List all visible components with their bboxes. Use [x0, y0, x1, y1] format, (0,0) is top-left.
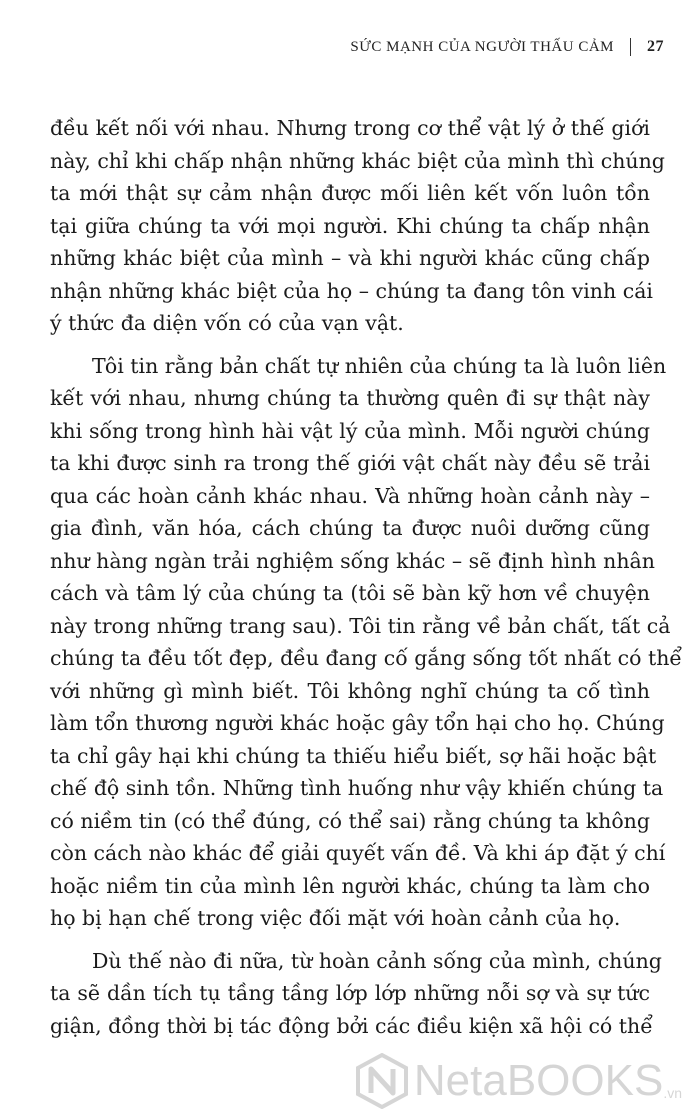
watermark-brand: NetaBOOKS	[413, 1056, 664, 1105]
running-header	[350, 38, 664, 56]
text-line: có niềm tin (có thể đúng, có thể sai) rằng chúng ta không	[50, 808, 650, 833]
text-line: như hàng ngàn trải nghiệm sống khác – sẽ định hình nhân	[50, 548, 655, 573]
paragraph	[50, 112, 665, 340]
text-line: nhận những khác biệt của họ – chúng ta đang tôn vinh cái	[50, 278, 653, 303]
text-line: ta mới thật sự cảm nhận được mối liên kết vốn luôn tồn	[50, 181, 650, 205]
body-text	[50, 112, 683, 1042]
book-title: SỨC MẠNH CỦA NGƯỜI THẤU CẢM	[350, 38, 614, 55]
text-line: kết với nhau, nhưng chúng ta thường quên đi sự thật này	[50, 386, 650, 410]
text-line: chế độ sinh tồn. Những tình huống như vậy khiến chúng ta	[50, 776, 664, 800]
watermark	[356, 1053, 682, 1109]
text-line: này trong những trang sau). Tôi tin rằng về bản chất, tất cả	[50, 613, 671, 638]
text-line: họ bị hạn chế trong việc đối mặt với hoàn cảnh của họ.	[50, 906, 621, 930]
text-line: ta sẽ dần tích tụ tầng tầng lớp lớp những nỗi sợ và sự tức	[50, 981, 650, 1005]
paragraph	[50, 945, 662, 1043]
text-line: ta chỉ gây hại khi chúng ta thiếu hiểu biết, sợ hãi hoặc bật	[50, 743, 657, 768]
text-line: những khác biệt của mình – và khi người khác cũng chấp	[50, 246, 650, 270]
paragraph-gap	[50, 935, 650, 945]
text-line: khi sống trong hình hài vật lý của mình. Mỗi người chúng	[50, 418, 650, 443]
text-line: làm tổn thương người khác hoặc gây tổn hại cho họ. Chúng	[50, 711, 665, 735]
text-line: đều kết nối với nhau. Nhưng trong cơ thể vật lý ở thế giới	[50, 116, 650, 140]
paragraph	[50, 350, 683, 935]
text-line: hoặc niềm tin của mình lên người khác, chúng ta làm cho	[50, 873, 650, 898]
text-line: ta khi được sinh ra trong thế giới vật chất này đều sẽ trải	[50, 451, 650, 475]
text-line: qua các hoàn cảnh khác nhau. Và những hoàn cảnh này –	[50, 483, 650, 508]
text-line: cách và tâm lý của chúng ta (tôi sẽ bàn kỹ hơn về chuyện	[50, 581, 650, 605]
text-line: giận, đồng thời bị tác động bởi các điều kiện xã hội có thể	[50, 1013, 653, 1038]
text-line: với những gì mình biết. Tôi không nghĩ chúng ta cố tình	[50, 678, 650, 703]
text-line: tại giữa chúng ta với mọi người. Khi chúng ta chấp nhận	[50, 213, 650, 238]
text-line: còn cách nào khác để giải quyết vấn đề. Và khi áp đặt ý chí	[50, 841, 666, 865]
paragraph-gap	[50, 340, 650, 350]
page-number: 27	[647, 38, 664, 55]
header-divider	[630, 38, 631, 56]
text-line: Dù thế nào đi nữa, từ hoàn cảnh sống của mình, chúng	[92, 948, 662, 973]
watermark-suffix: .vn	[663, 1085, 682, 1101]
text-line: chúng ta đều tốt đẹp, đều đang cố gắng sống tốt nhất có thể	[50, 646, 683, 670]
text-line: gia đình, văn hóa, cách chúng ta được nuôi dưỡng cũng	[50, 516, 650, 540]
text-line: Tôi tin rằng bản chất tự nhiên của chúng ta là luôn liên	[92, 353, 667, 378]
text-line: này, chỉ khi chấp nhận những khác biệt của mình thì chúng	[50, 148, 665, 173]
text-line: ý thức đa diện vốn có của vạn vật.	[50, 311, 404, 335]
neta-logo-icon	[356, 1053, 408, 1109]
